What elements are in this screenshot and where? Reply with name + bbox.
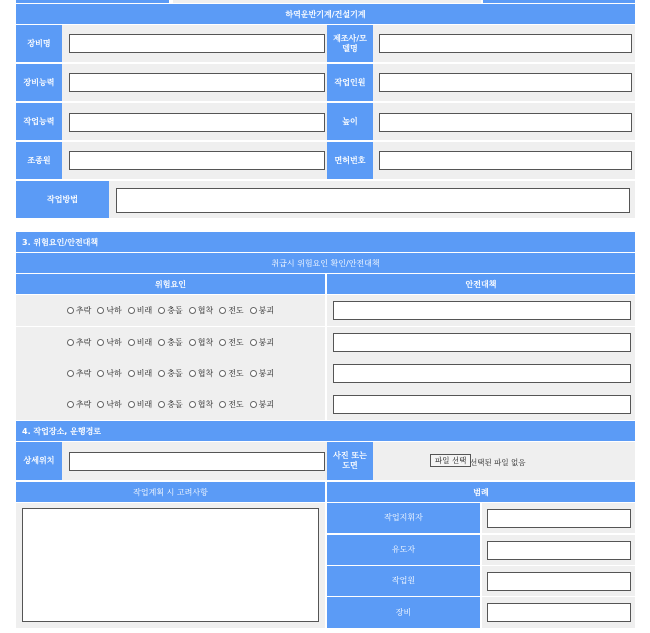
equipment-row-2 [16, 64, 635, 101]
radio-caught-3[interactable] [189, 368, 213, 379]
equipment-name-input[interactable] [69, 34, 325, 53]
radio-circle-icon[interactable] [67, 307, 74, 314]
safety-cell-1 [327, 295, 635, 326]
radio-circle-icon[interactable] [219, 339, 226, 346]
file-select-button[interactable]: 파일 선택 [430, 454, 471, 467]
radio-label: 충돌 [167, 338, 183, 347]
radio-label: 추락 [75, 306, 92, 315]
top-strip-left [16, 0, 169, 3]
radio-fall-2[interactable] [67, 337, 91, 348]
hazard-options-1 [16, 295, 325, 326]
radio-circle-icon[interactable] [158, 370, 165, 377]
safety-input-2[interactable] [333, 333, 631, 352]
radio-drop-3[interactable] [97, 368, 121, 379]
radio-collapse-3[interactable] [250, 368, 274, 379]
maker-model-input[interactable] [379, 34, 632, 53]
legend-value-cell-4 [482, 597, 635, 628]
label-work-capacity: 작업능력 [16, 103, 62, 140]
label-license: 면허번호 [327, 142, 373, 179]
radio-flying-2[interactable] [128, 337, 152, 348]
radio-fall-3[interactable] [67, 368, 91, 379]
radio-label: 충돌 [167, 306, 183, 315]
top-strip-right [483, 0, 635, 3]
file-status-text: 선택된 파일 없음 [470, 458, 526, 467]
radio-drop-2[interactable] [97, 337, 121, 348]
work-capacity-input[interactable] [69, 113, 325, 132]
radio-circle-icon[interactable] [250, 370, 257, 377]
radio-label: 비래 [136, 338, 153, 347]
radio-circle-icon[interactable] [158, 339, 165, 346]
equipment-input[interactable] [487, 603, 631, 622]
equipment-section-title: 하역운반기계/건설기계 [16, 4, 635, 24]
worker-input[interactable] [487, 572, 631, 591]
radio-overturn-1[interactable] [219, 305, 243, 316]
radio-circle-icon[interactable] [97, 339, 104, 346]
hazard-row-3 [16, 358, 635, 389]
radio-circle-icon[interactable] [219, 401, 226, 408]
radio-circle-icon[interactable] [128, 370, 135, 377]
radio-label: 낙하 [106, 400, 122, 409]
legend-label-supervisor: 작업지휘자 [327, 503, 480, 533]
location-row [16, 442, 635, 480]
radio-collision-3[interactable] [158, 368, 182, 379]
safety-input-4[interactable] [333, 395, 631, 414]
radio-drop-4[interactable] [97, 399, 121, 410]
safety-input-3[interactable] [333, 364, 631, 383]
legend-value-cell-3 [482, 566, 635, 596]
legend-panel [327, 503, 635, 628]
radio-label: 전도 [228, 306, 244, 315]
radio-label: 추락 [75, 338, 92, 347]
radio-flying-3[interactable] [128, 368, 152, 379]
considerations-panel [16, 503, 325, 628]
radio-collapse-4[interactable] [250, 399, 274, 410]
radio-label: 비래 [136, 306, 153, 315]
radio-drop-1[interactable] [97, 305, 121, 316]
radio-label: 낙하 [106, 306, 122, 315]
radio-circle-icon[interactable] [67, 370, 74, 377]
radio-label: 전도 [228, 338, 244, 347]
radio-fall-1[interactable] [67, 305, 91, 316]
height-input[interactable] [379, 113, 632, 132]
detail-location-input[interactable] [69, 452, 325, 471]
radio-circle-icon[interactable] [219, 307, 226, 314]
radio-label: 협착 [197, 369, 214, 378]
radio-label: 붕괴 [258, 338, 275, 347]
radio-circle-icon[interactable] [189, 370, 196, 377]
radio-circle-icon[interactable] [128, 401, 135, 408]
radio-circle-icon[interactable] [67, 401, 74, 408]
radio-circle-icon[interactable] [158, 307, 165, 314]
label-photo-text: 사진 또는 도면 [333, 451, 367, 470]
radio-label: 전도 [228, 369, 244, 378]
radio-collision-1[interactable] [158, 305, 182, 316]
radio-label: 협착 [197, 306, 214, 315]
radio-collapse-2[interactable] [250, 337, 274, 348]
radio-overturn-3[interactable] [219, 368, 243, 379]
radio-label: 전도 [228, 400, 244, 409]
radio-collision-4[interactable] [158, 399, 182, 410]
radio-circle-icon[interactable] [219, 370, 226, 377]
radio-circle-icon[interactable] [189, 339, 196, 346]
label-method: 작업방법 [16, 181, 109, 218]
hazard-options-3 [16, 358, 325, 389]
radio-label: 충돌 [167, 369, 183, 378]
radio-fall-4[interactable] [67, 399, 91, 410]
equipment-row-3 [16, 103, 635, 140]
radio-circle-icon[interactable] [189, 401, 196, 408]
label-height: 높이 [327, 103, 373, 140]
radio-caught-4[interactable] [189, 399, 213, 410]
radio-label: 충돌 [167, 400, 183, 409]
considerations-textarea[interactable] [22, 508, 319, 622]
safety-cell-3 [327, 358, 635, 389]
equipment-row-4 [16, 142, 635, 179]
safety-column-header: 안전대책 [327, 274, 635, 294]
legend-label-worker: 작업원 [327, 566, 480, 596]
supervisor-input[interactable] [487, 509, 631, 528]
safety-cell-4 [327, 389, 635, 420]
radio-collision-2[interactable] [158, 337, 182, 348]
legend-value-cell-2 [482, 535, 635, 565]
radio-overturn-2[interactable] [219, 337, 243, 348]
label-workers: 작업인원 [327, 64, 373, 101]
radio-circle-icon[interactable] [97, 401, 104, 408]
radio-label: 낙하 [106, 369, 122, 378]
radio-label: 협착 [197, 400, 214, 409]
label-maker-model-text: 제조사/모델명 [333, 33, 367, 53]
hazard-row-2 [16, 327, 635, 358]
hazard-subtitle: 취급시 위험요인 확인/안전대책 [16, 253, 635, 273]
equipment-row-method [16, 181, 635, 218]
radio-overturn-4[interactable] [219, 399, 243, 410]
radio-label: 비래 [136, 369, 153, 378]
location-section-title: 4. 작업장소, 운행경로 [16, 421, 635, 441]
radio-circle-icon[interactable] [128, 339, 135, 346]
radio-circle-icon[interactable] [250, 339, 257, 346]
hazard-section-title: 3. 위험요인/안전대책 [16, 232, 635, 252]
hazard-row-1 [16, 295, 635, 326]
radio-label: 비래 [136, 400, 153, 409]
radio-label: 협착 [197, 338, 214, 347]
radio-flying-1[interactable] [128, 305, 152, 316]
label-detail-location: 상세위치 [16, 442, 62, 480]
radio-circle-icon[interactable] [250, 401, 257, 408]
label-maker-model [327, 25, 373, 62]
legend-label-guide: 유도자 [327, 535, 480, 565]
capacity-input[interactable] [69, 73, 325, 92]
method-input[interactable] [116, 188, 630, 213]
radio-circle-icon[interactable] [97, 307, 104, 314]
legend-value-cell-1 [482, 503, 635, 533]
radio-label: 추락 [75, 400, 92, 409]
label-operator: 조종원 [16, 142, 62, 179]
radio-label: 붕괴 [258, 369, 275, 378]
hazard-column-header: 위험요인 [16, 274, 325, 294]
radio-flying-4[interactable] [128, 399, 152, 410]
guide-input[interactable] [487, 541, 631, 560]
radio-caught-1[interactable] [189, 305, 213, 316]
top-strip-mid [173, 0, 481, 3]
radio-circle-icon[interactable] [250, 307, 257, 314]
hazard-row-4 [16, 389, 635, 420]
radio-circle-icon[interactable] [158, 401, 165, 408]
radio-circle-icon[interactable] [128, 307, 135, 314]
label-equipment-name: 장비명 [16, 25, 62, 62]
radio-caught-2[interactable] [189, 337, 213, 348]
radio-circle-icon[interactable] [97, 370, 104, 377]
legend-header: 범례 [327, 482, 635, 502]
workers-input[interactable] [379, 73, 632, 92]
label-photo [327, 442, 373, 480]
radio-collapse-1[interactable] [250, 305, 274, 316]
hazard-options-2 [16, 327, 325, 358]
operator-input[interactable] [69, 151, 325, 170]
label-capacity: 장비능력 [16, 64, 62, 101]
license-input[interactable] [379, 151, 632, 170]
equipment-row-1 [16, 25, 635, 62]
considerations-header: 작업계획 시 고려사항 [16, 482, 325, 502]
legend-label-equipment: 장비 [327, 597, 480, 628]
radio-label: 낙하 [106, 338, 122, 347]
radio-label: 붕괴 [258, 400, 275, 409]
radio-circle-icon[interactable] [189, 307, 196, 314]
radio-label: 추락 [75, 369, 92, 378]
safety-input-1[interactable] [333, 301, 631, 320]
radio-label: 붕괴 [258, 306, 275, 315]
hazard-options-4 [16, 389, 325, 420]
safety-cell-2 [327, 327, 635, 358]
radio-circle-icon[interactable] [67, 339, 74, 346]
